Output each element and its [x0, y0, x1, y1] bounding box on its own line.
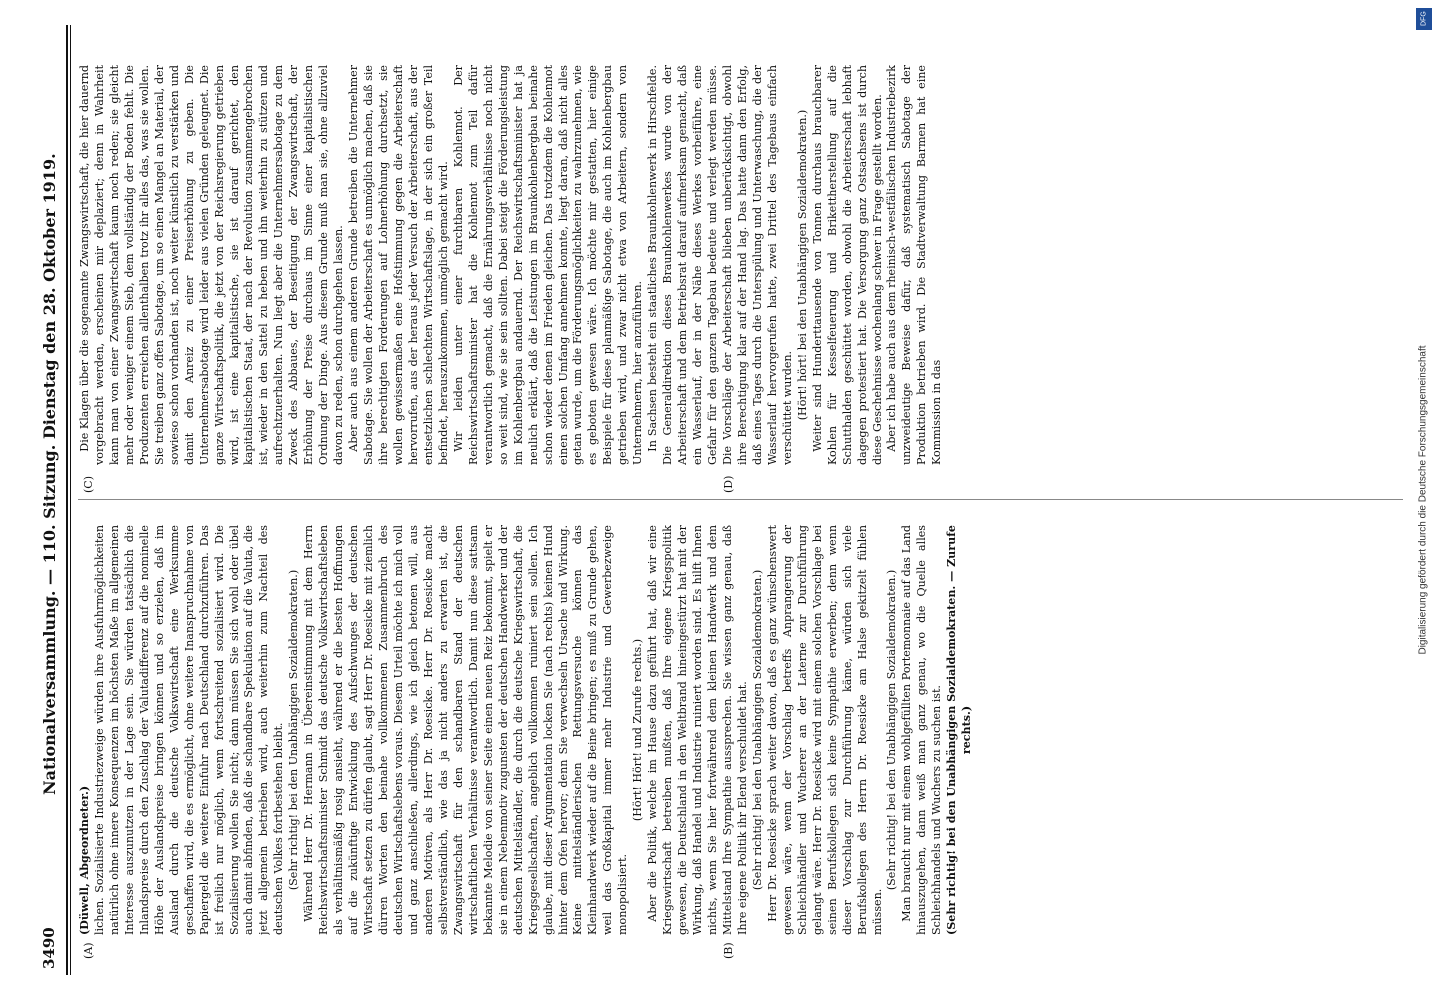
interjection: (Sehr richtig! bei den Unabhängigen Sozialdemokraten.) — [287, 569, 301, 891]
dfg-credit-text: Digitalisierung gefördert durch die Deutsche Forschungsgemeinschaft — [1417, 345, 1429, 655]
speaker-name: (Düwell, Abgeordneter.) — [78, 785, 91, 935]
paragraph: In Sachsen besteht ein staatliches Braunkohlenwerk in Hirschfelde. Die Generaldirektion dieses Braunkohlenwerkes wurde von der Arbeiterschaft und dem Betriebsrat darauf aufmerksam gemacht, daß ein Wasserlauf, der in der Nähe dieses Werkes vorbeiführe, eine Gefahr für den ganzen Tagebau bedeute und verlegt werden müsse. Die Vorschläge der Arbeiterschaft blieben unberücksichtigt, obwohl ihre Berechtigung klar auf der Hand lag. Das hatte dann den Erfolg, daß eines Tages durch die Unterspülung und Unterwaschung, die der Wasserlauf hervorgerufen hatte, zwei Drittel des Tagebaus einfach verschüttet wurden. — [646, 65, 794, 465]
interjection: (Hört! hört! bei den Unabhängigen Sozialdemokraten.) — [795, 109, 809, 421]
paragraph: Herr Dr. Roesicke sprach weiter davon, daß es ganz wünschenswert gewesen wäre, wenn der Vorschlag betreffs Anprangerung der Schleichhändler und Wucherer an der Laterne zur Durchführung gelangt wäre. Herr Dr. Roesicke wird mit einem solchen Vorschlage bei seinen Berufskollegen sich keine Sympathie erwerben; denn wenn dieser Vorschlag zur Durchführung käme, würden sich viele Berufskollegen des Herrn Dr. Roesicke am Halse gekitzelt fühlen müssen. — [765, 525, 884, 935]
interjection: (Hört! Hört! und Zurufe rechts.) — [631, 638, 645, 822]
paragraph: Aber die Politik, welche im Hause dazu geführt hat, daß wir eine Kriegswirtschaft betreiben mußten, daß Ihre eigene Kriegspolitik gewesen, die Deutschland in den Weltbrand hineingestürzt hat mit der Wirkung, daß Handel und Industrie ruiniert worden sind. Es hilft Ihnen nichts, wenn Sie hier fortwährend dem kleinen Handwerk und dem Mittelstand Ihre Sympathie aussprechen. Sie wissen ganz genau, daß Ihre eigene Politik ihr Elend verschuldet hat. — [646, 525, 749, 935]
margin-marker-c: (C) — [82, 476, 95, 493]
paragraph: Man braucht nur mit einem wohlgefüllten Portemonnaie auf das Land hinauszugehen, dann weiß man ganz genau, wo die Quelle alles Schleichhandels und Wuchers zu suchen ist. — [900, 525, 944, 935]
paragraph: Die Klagen über die sogenannte Zwangswirtschaft, die hier dauernd vorgebracht werden, erscheinen mir deplaziert; denn in Wahrheit kann man von einer Zwangswirtschaft kaum noch reden; sie gleicht mehr oder weniger einem Sieb, dem vollständig der Boden fehlt. Die Produzenten erreichen allenthalben trotz ihr alles das, was sie wollen. Sie treiben ganz offen Sabotage, um so einen Mangel an Material, der sowieso schon vorhanden ist, noch weiter künstlich zu verstärken und damit den Anreiz zu einer Preiserhöhung zu geben. Die Unternehmersabotage wird leider aus vielen Gründen geleugnet. Die ganze Wirtschaftspolitik, die jetzt von der Reichsregierung getrieben wird, ist eine kapitalistische, sie ist darauf gerichtet, den kapitalistischen Staat, der nach der Revolution zusammengebrochen ist, wieder in den Sattel zu heben und ihn weiterhin zu stützen und aufrechtzuerhalten. Nun liegt aber die Unternehmersabotage zu dem Zweck des Abbaues, der Beseitigung der Zwangswirtschaft, der Erhöhung der Preise durchaus im Sinne einer kapitalistischen Ordnung der Dinge. Aus diesem Grunde muß man sie, ohne allzuviel davon zu reden, schon durchgehen lassen. — [78, 65, 346, 465]
page-number: 3490 — [40, 927, 58, 969]
page-header — [30, 25, 70, 975]
dfg-logo: DFG — [1416, 8, 1432, 30]
paragraph: Weiter sind Hunderttausende von Tonnen durchaus brauchbarer Kohlen für Kesselfeuerung und Brikettherstellung auf die Schutthalden geschüttet worden, obwohl die Arbeiterschaft lebhaft dagegen protestiert hat. Die Versorgung ganz Ostsachsens ist durch diese Geschehnisse wochenlang schwer in Frage gestellt worden. — [810, 65, 884, 465]
column-divider — [78, 499, 1403, 500]
paragraph: Wir leiden unter einer furchtbaren Kohlennot. Der Reichswirtschaftsminister hat die Kohlennot zum Teil dafür verantwortlich gemacht, daß die Ernährungsverhältnisse noch nicht so weit sind, wie sie sein sollten. Dabei steigt die Förderungsleistung im Kohlenbergbau andauernd. Der Reichswirtschaftsminister hat ja neulich erklärt, daß die Leistungen im Braunkohlenbergbau beinahe schon wieder denen im Frieden gleichen. Das trotzdem die Kohlennot einen solchen Umfang annehmen konnte, liegt daran, daß nicht alles getan wurde, um die Förderungsmöglichkeiten zu wahrzunehmen, wie es geboten gewesen wäre. Ich möchte mir gestatten, hier einige Beispiele für diese planmäßige Sabotage, die auch im Kohlenbergbau getrieben wird, und zwar nicht etwa von Arbeitern, sondern von Unternehmern, hier anzuführen. — [451, 65, 645, 465]
right-column — [78, 65, 1403, 465]
interjection: (Sehr richtig! bei den Unabhängigen Sozialdemokraten.) — [885, 569, 899, 891]
margin-marker-d: (D) — [722, 475, 735, 493]
header-rule — [66, 25, 68, 975]
margin-marker-b: (B) — [722, 942, 735, 959]
interjection: (Sehr richtig! bei den Unabhängigen Sozialdemokraten.) — [750, 569, 764, 891]
paragraph: lichen. Sozialisierte Industriezweige würden ihre Ausfuhrmöglichkeiten natürlich ohne innere Konsequenzen im höchsten Maße im allgemeinen Interesse auszunutzen in der Lage sein. Sie würden tatsächlich die Inlandspreise durch den Zuschlag der Valutadifferenz auf die nominelle Höhe der Auslandspreise bringen können und so erzielen, daß im Ausland durch die deutsche Volkswirtschaft eine Werksumme geschaffen wird, die es ermöglicht, ohne weitere Inanspruchnahme von Papiergeld die weitere Einfuhr nach Deutschland durchzuführen. Das ist freilich nur möglich, wenn fortschreitend sozialisiert wird. Die Sozialisierung wollen Sie nicht; dann müssen Sie sich wohl oder übel auch damit abfinden, daß die schandbare Spekulation auf die Valuta, die jetzt allgemein betrieben wird, auch weiterhin zum Nachteil des deutschen Volkes fortbestehen bleibt. — [92, 525, 286, 935]
paragraph: Aber auch aus einem anderen Grunde betreiben die Unternehmer Sabotage. Sie wollen der Arbeiterschaft es unmöglich machen, daß sie ihre berechtigten Forderungen auf Lohnerhöhung durchsetzt, sie wollen gewissermaßen eine Hofstimmung gegen die Arbeiterschaft hervorrufen, aus der heraus jeder Versuch der Arbeiterschaft, aus der entsetzlichen schlechten Wirtschaftslage, in der sich ein großer Teil befindet, herauszukommen, unmöglich gemacht wird. — [347, 65, 450, 465]
digitization-note — [1412, 0, 1434, 1000]
margin-marker-a: (A) — [82, 942, 95, 959]
interjection: (Sehr richtig! bei den Unabhängigen Sozialdemokraten. — Zurufe rechts.) — [945, 525, 974, 935]
page-title: Nationalversammlung. — 110. Sitzung. Dienstag den 28. Oktober 1919. — [40, 153, 59, 795]
document-page — [22, 25, 1412, 975]
left-column — [78, 525, 1403, 935]
paragraph: Aber ich habe auch aus dem rheinisch-westfälischen Industriebezirk unzweideutige Beweise dafür, daß systematisch Sabotage der Produktion betrieben wird. Die Stadtverwaltung Barmen hat eine Kommission in das — [885, 65, 944, 465]
paragraph: Während Herr Dr. Hermann in Übereinstimmung mit dem Herrn Reichswirtschaftsminister Schmidt das deutsche Volkswirtschaftsleben als verhältnismäßig rosig ansieht, während er die besten Hoffnungen auf die zukünftige Entwicklung des Aufschwunges der deutschen Wirtschaft setzen zu dürfen glaubt, sagt Herr Dr. Roesicke mit ziemlich dürren Worten den beinahe vollkommenen Zusammenbruch des deutschen Wirtschaftslebens voraus. Diesem Urteil möchte ich mich voll und ganz anschließen, allerdings, wie ich gleich betonen will, aus anderen Motiven, als Herr Dr. Roesicke. Herr Dr. Roesicke macht selbstverständlich, wie das ja nicht anders zu erwarten ist, die Zwangswirtschaft für den schandbaren Stand der deutschen wirtschaftlichen Verhältnisse verantwortlich. Damit nun diese sattsam bekannte Melodie von seiner Seite einen neuen Reiz bekommt, spielt er sie in einem Nebenmotiv zugunsten der deutschen Handwerker und der deutschen Mittelständler, die durch die deutsche Kriegswirtschaft, die Kriegsgesellschaften, angeblich vollkommen ruiniert sein sollen. Ich glaube, mit dieser Argumentation locken Sie (nach rechts) keinen Hund hinter dem Ofen hervor; denn Sie verwechseln Ursache und Wirkung. Keine mittelständlerischen Rettungsversuche können das Kleinhandwerk wieder auf die Beine bringen; es muß zu Grunde gehen, weil das Großkapital immer mehr Industrie und Gewerbezweige monopolisiert. — [302, 525, 630, 935]
header-rule-thin — [70, 25, 71, 975]
